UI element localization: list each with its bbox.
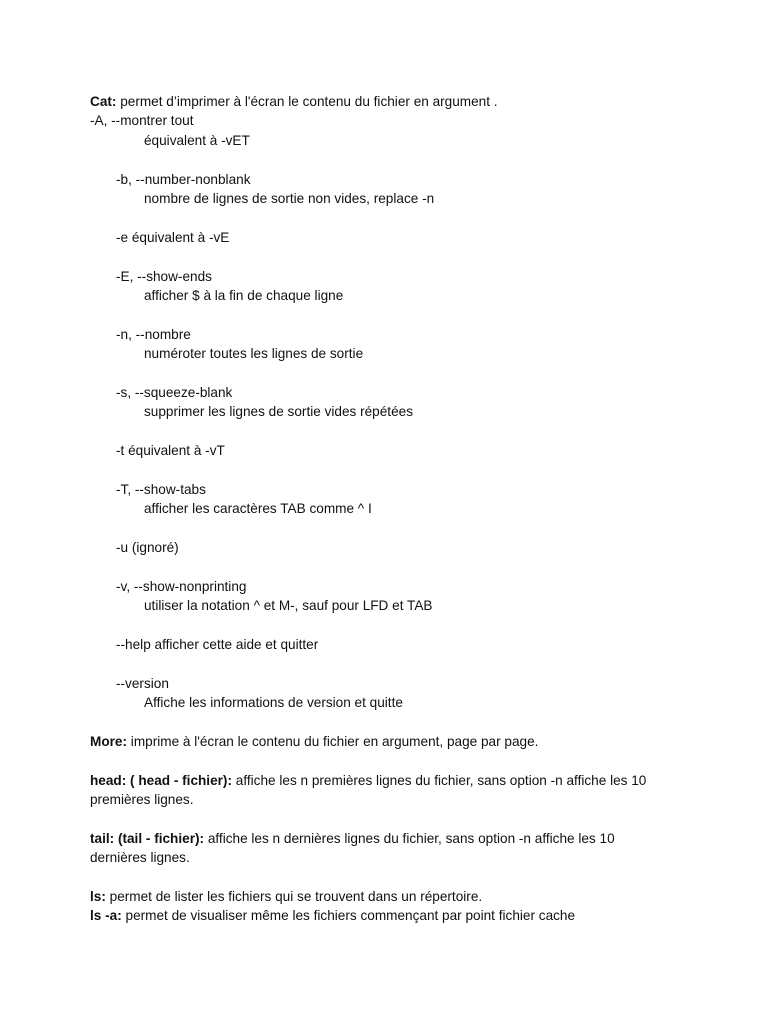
option-flag: -e équivalent à -vE <box>116 230 230 245</box>
head-term: head: ( head - fichier): <box>90 773 232 788</box>
ls-line <box>90 887 482 907</box>
option-flag: -E, --show-ends <box>116 269 212 284</box>
option-description: afficher les caractères TAB comme ^ I <box>144 501 372 516</box>
option-flag: -v, --show-nonprinting <box>116 579 247 594</box>
head-description-continued: premières lignes. <box>90 792 194 807</box>
option-description: équivalent à -vET <box>144 133 250 148</box>
option-flag: -s, --squeeze-blank <box>116 385 233 400</box>
ls-description: permet de lister les fichiers qui se trouvent dans un répertoire. <box>105 889 483 904</box>
ls-a-description: permet de visualiser même les fichiers commençant par point fichier cache <box>121 908 576 923</box>
cat-heading-line <box>90 92 498 112</box>
more-line <box>90 732 538 752</box>
tail-description: affiche les n dernières lignes du fichier, sans option -n affiche les 10 <box>204 831 615 846</box>
option-description: supprimer les lignes de sortie vides répétées <box>144 404 413 419</box>
option-flag: --version <box>116 676 169 691</box>
option-flag: -t équivalent à -vT <box>116 443 225 458</box>
option-flag: -A, --montrer tout <box>90 113 194 128</box>
cat-term: Cat: <box>90 94 117 109</box>
ls-a-term: ls -a: <box>90 908 122 923</box>
ls-term: ls: <box>90 889 106 904</box>
option-flag: --help afficher cette aide et quitter <box>116 637 319 652</box>
option-description: Affiche les informations de version et quitte <box>144 695 403 710</box>
tail-term: tail: (tail - fichier): <box>90 831 205 846</box>
option-flag: -T, --show-tabs <box>116 482 206 497</box>
tail-description-continued: dernières lignes. <box>90 850 190 865</box>
option-description: afficher $ à la fin de chaque ligne <box>144 288 344 303</box>
more-term: More: <box>90 734 128 749</box>
option-flag: -b, --number-nonblank <box>116 172 251 187</box>
cat-description: permet d’imprimer à l'écran le contenu du fichier en argument . <box>116 94 498 109</box>
option-description: nombre de lignes de sortie non vides, replace -n <box>144 191 435 206</box>
option-flag: -u (ignoré) <box>116 540 179 555</box>
option-description: utiliser la notation ^ et M-, sauf pour LFD et TAB <box>144 598 433 613</box>
tail-line <box>90 829 615 849</box>
head-line <box>90 771 646 791</box>
option-flag: -n, --nombre <box>116 327 191 342</box>
option-description: numéroter toutes les lignes de sortie <box>144 346 364 361</box>
more-description: imprime à l'écran le contenu du fichier en argument, page par page. <box>127 734 539 749</box>
head-description: affiche les n premières lignes du fichier, sans option -n affiche les 10 <box>232 773 647 788</box>
ls-a-line <box>90 906 575 926</box>
